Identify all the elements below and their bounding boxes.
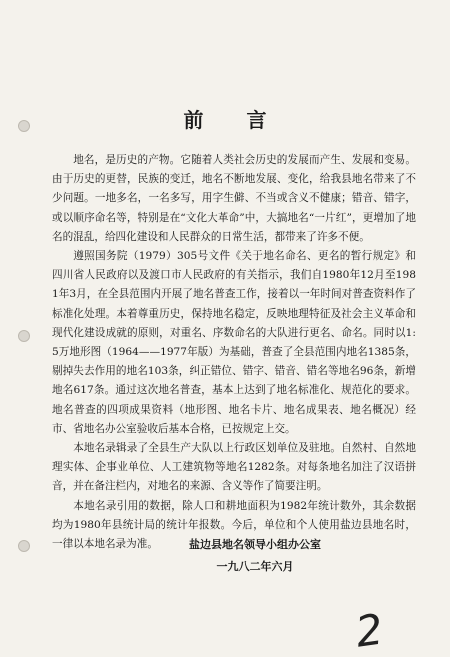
signature-date: 一九八二年六月 (216, 560, 294, 573)
paragraph: 本地名录辑录了全县生产大队以上行政区划单位及驻地。自然村、自然地理实体、企事业单位、人工建筑物等地名1282条。对每条地名加注了汉语拼音，并在备注栏内，对地名的来源、含义等作了简要注明。 (52, 442, 416, 493)
signature-org: 盐边县地名领导小组办公室 (189, 538, 321, 551)
page-title: 前 言 (183, 108, 285, 132)
binding-hole (18, 330, 30, 342)
signature-block (0, 534, 450, 578)
handwritten-page-number: 2 (352, 604, 387, 657)
document-body (52, 151, 416, 554)
paragraph: 遵照国务院（1979）305号文件《关于地名命名、更名的暂行规定》和四川省人民政府以及渡口市人民政府的有关指示，我们自1980年12月至1981年3月，在全县范围内开展了地名普查工作，接着以一年时间对普查资料作了标准化处理。本着尊重历史，保持地名稳定，反映地理特征及社会主义革命和现代化建设成就的原则，对重名、序数命名的大队进行更名、命名。同时以1:5万地形图（1964——1977年版）为基础，普查了全县范围内地名1385条，剔掉失去作用的地名103条，纠正错位、错字、错音、错名等地名96条，新增地名617条。通过这次地名普查，基本上达到了地名标准化、规范化的要求。地名普查的四项成果资料（地形图、地名卡片、地名成果表、地名概况）经市、省地名办公室验收后基本合格，已按规定上交。 (52, 250, 416, 435)
paragraph: 地名，是历史的产物。它随着人类社会历史的发展而产生、发展和变易。由于历史的更替，民族的变迁，地名不断地发展、变化，给我县地名带来了不少问题。一地多名，一名多写，用字生僻、不当或含义不健康；错音、错字，或以顺序命名等，特别是在“文化大革命”中，大搞地名“一片红”，更增加了地名的混乱，给四化建设和人民群众的日常生活，都带来了许多不便。 (52, 154, 416, 243)
paragraph: 本地名录引用的数据，除人口和耕地面积为1982年统计数外，其余数据均为1980年县统计局的统计年报数。今后，单位和个人使用盐边县地名时，一律以本地名录为准。 (52, 499, 416, 551)
